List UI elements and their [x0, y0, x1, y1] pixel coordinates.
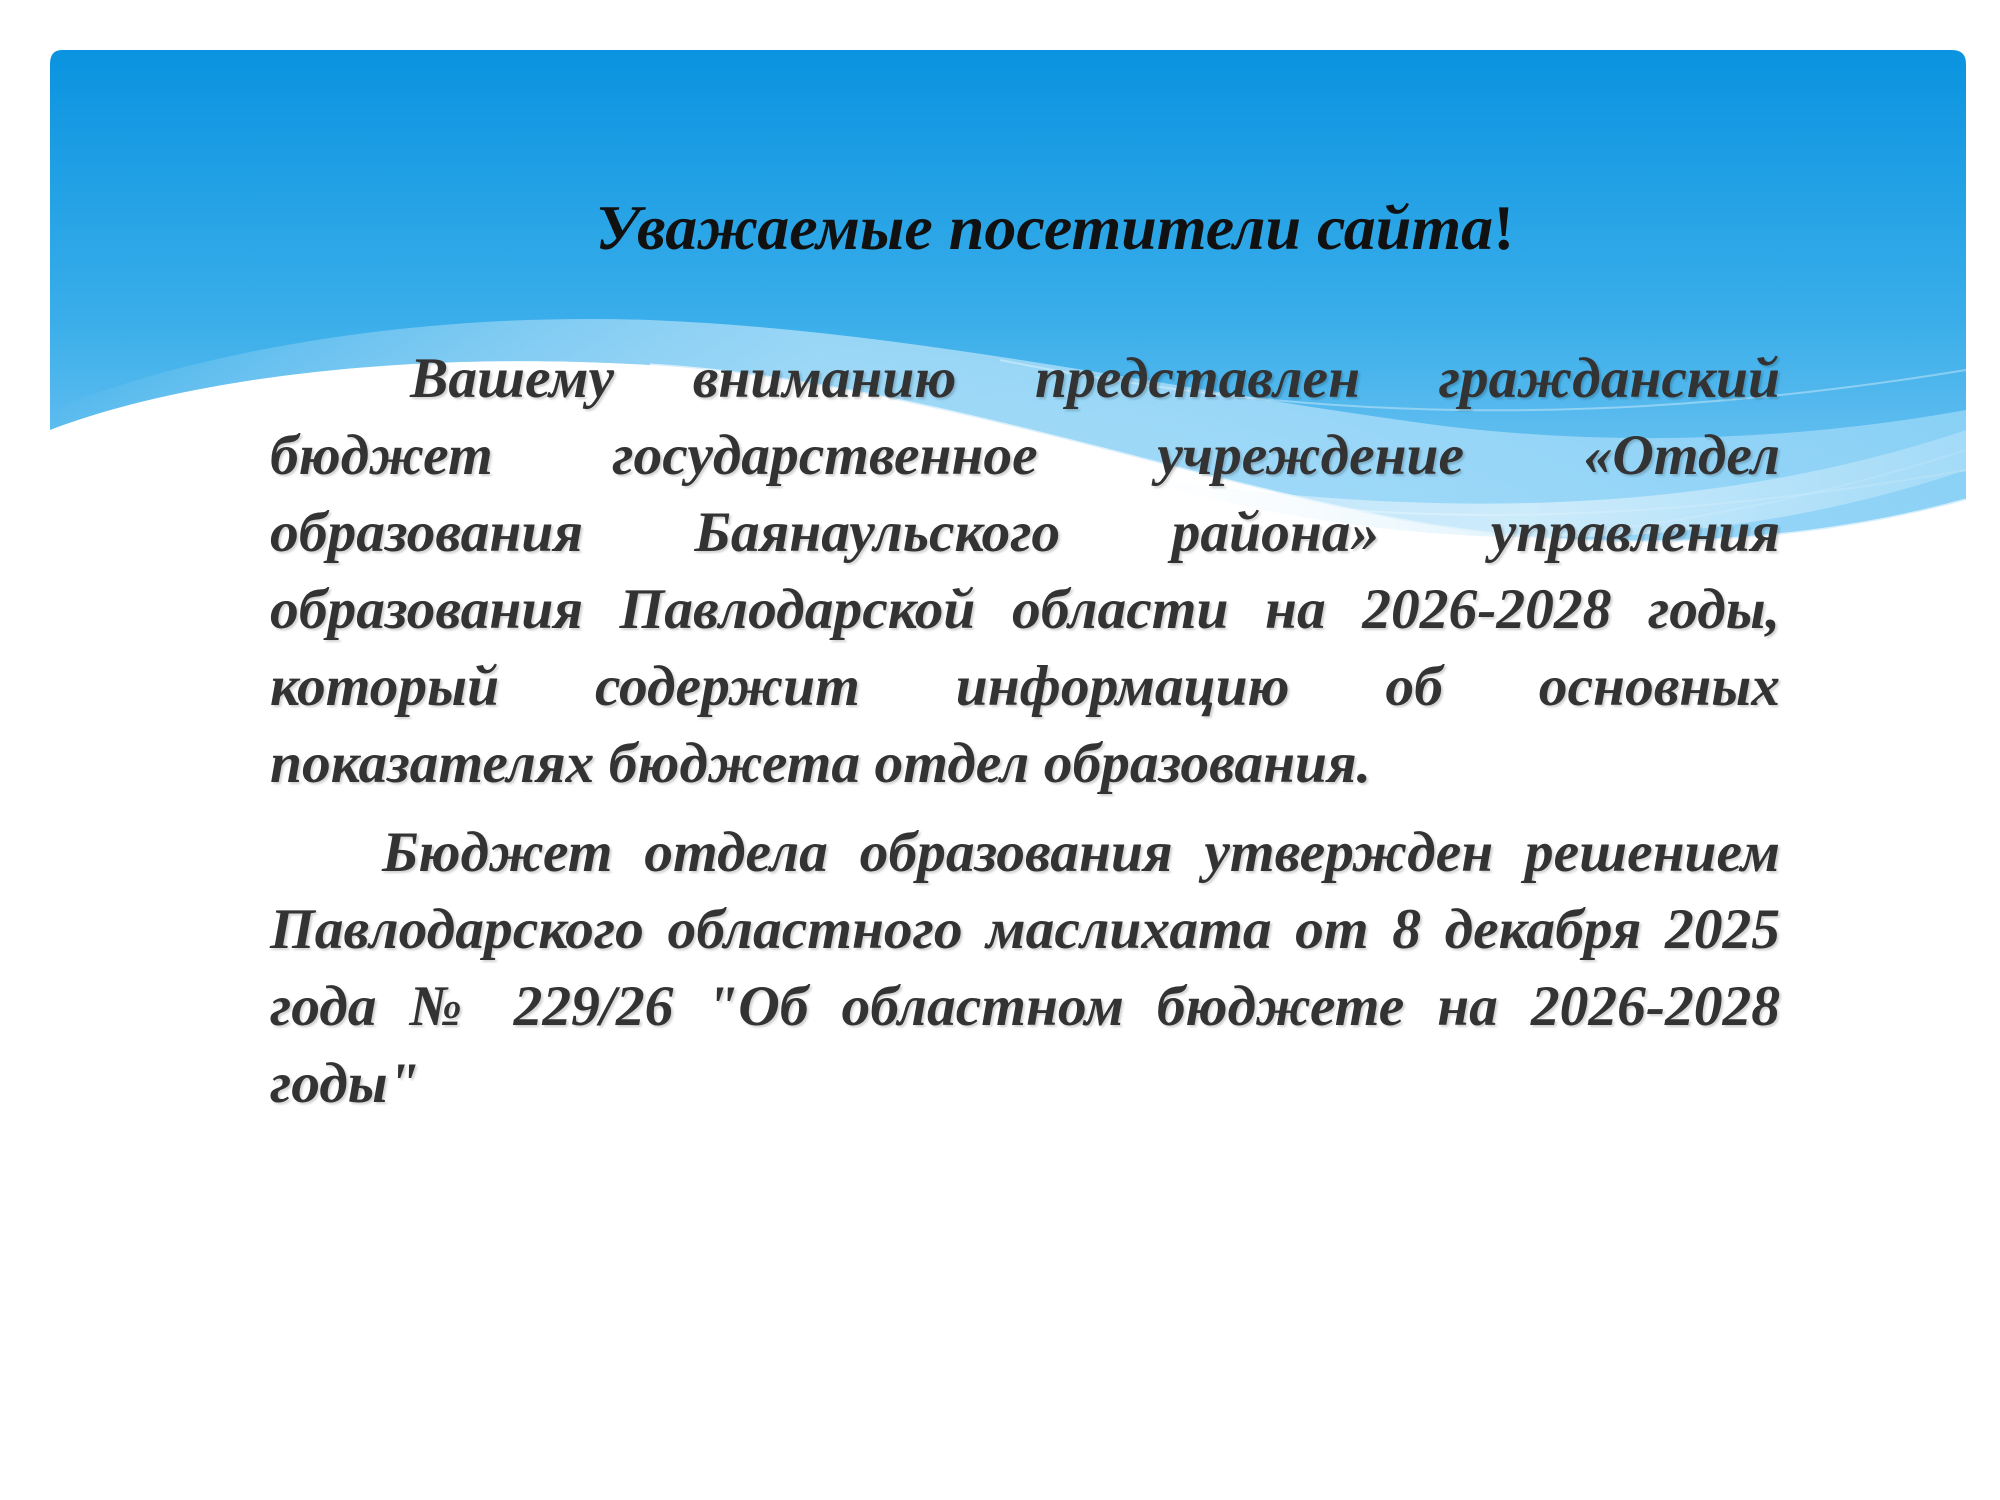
body-text: [270, 340, 1780, 1134]
title-exclamation: !: [1493, 192, 1515, 263]
title-text: Уважаемые посетители сайта: [595, 192, 1494, 263]
paragraph-budget-intro: Вашему вниманию представлен гражданский бюджет государственное учреждение «Отдел образования Баянаульского района» управления образования Павлодарской области на 2026-2028 годы, который содержит информацию об основных показателях бюджета отдел образования.: [270, 347, 1780, 795]
paragraph-budget-approval: Бюджет отдела образования утвержден решением Павлодарского областного маслихата от 8 декабря 2025 года № 229/26 "Об областном бюджете на 2026-2028 годы": [270, 821, 1780, 1115]
page-title: [0, 188, 2000, 268]
